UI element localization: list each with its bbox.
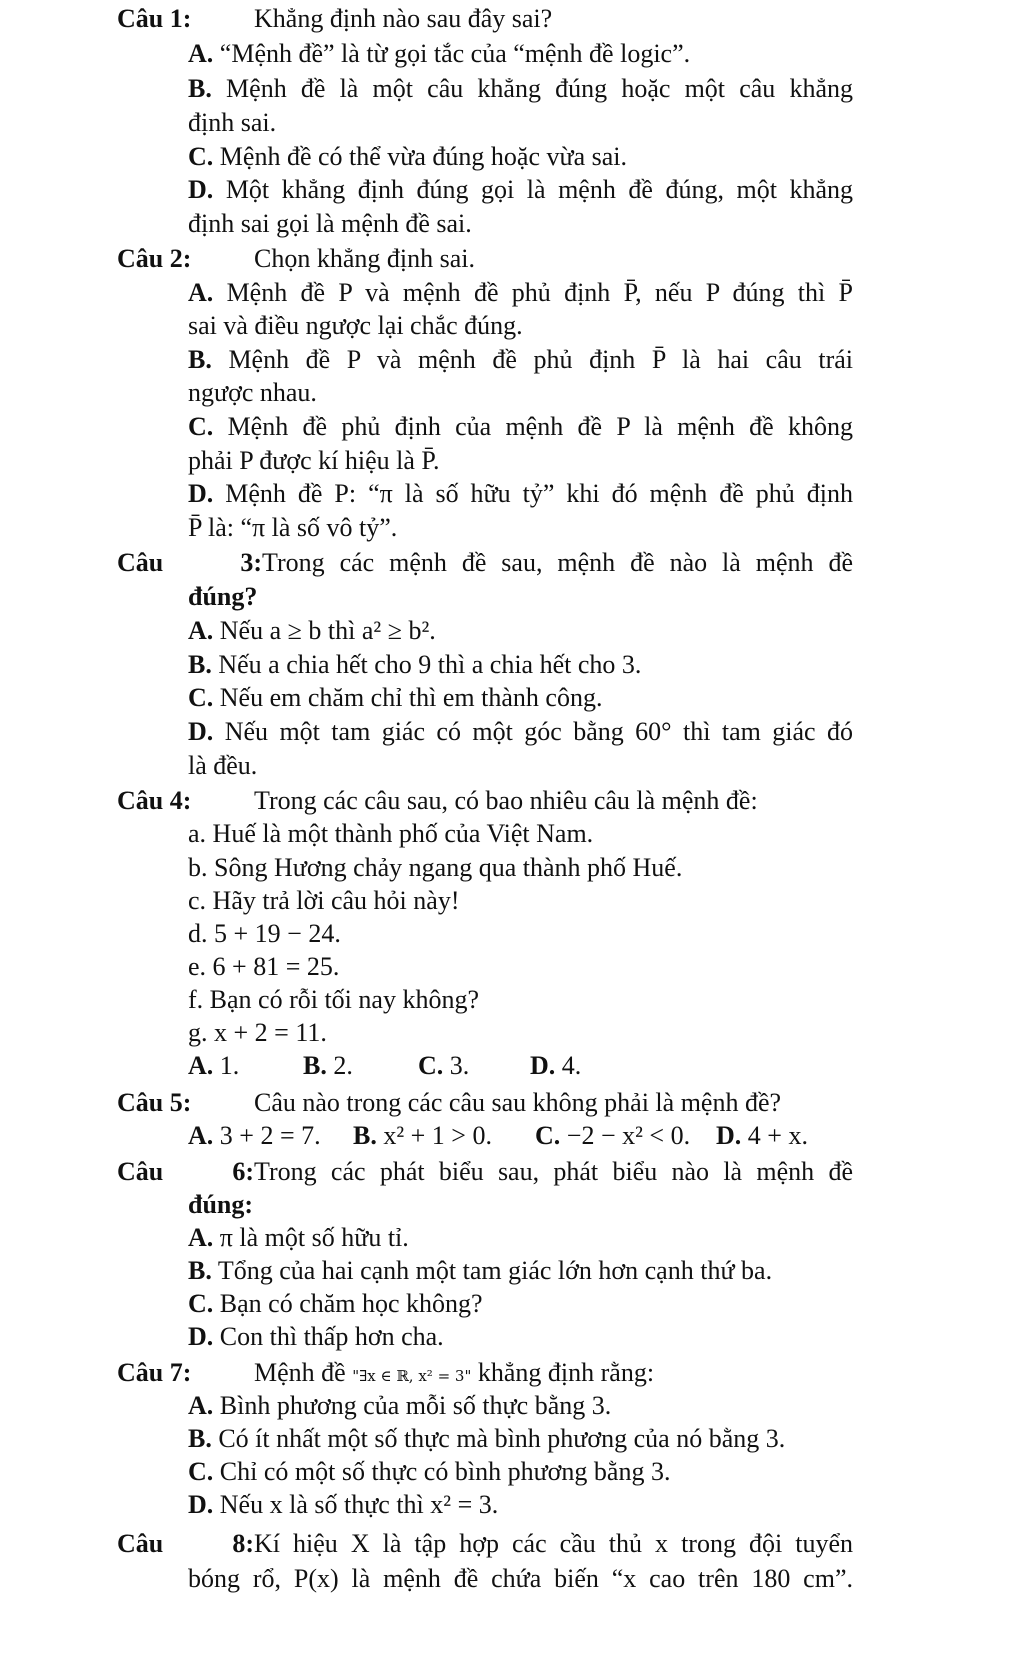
q7-option-c: C. Chỉ có một số thực có bình phương bằng 3. [188, 1457, 671, 1486]
q6-header [117, 1155, 853, 1189]
q6-option-a: A. π là một số hữu tỉ. [188, 1223, 409, 1252]
q6-option-d: D. Con thì thấp hơn cha. [188, 1322, 444, 1351]
q2-label: Câu 2: [117, 244, 192, 273]
q7-option-d: D. Nếu x là số thực thì x² = 3. [188, 1490, 499, 1519]
q4-item: f. Bạn có rỗi tối nay không? [188, 985, 479, 1014]
q3-prompt-cont: đúng? [188, 582, 258, 611]
q5-answer-a: A. 3 + 2 = 7. [188, 1121, 321, 1150]
q4-header [117, 784, 758, 818]
q3-prompt: Trong các mệnh đề sau, mệnh đề nào là mệnh đề [262, 548, 853, 577]
q1-option-b-cont: định sai. [188, 108, 277, 137]
q4-answer-a: A. 1. [188, 1051, 240, 1080]
q6-option-b: B. Tổng của hai cạnh một tam giác lớn hơn cạnh thứ ba. [188, 1256, 773, 1285]
q4-prompt: Trong các câu sau, có bao nhiêu câu là mệnh đề: [254, 786, 758, 815]
q3-label: Câu 3: [117, 548, 262, 577]
q2-option-b-cont: ngược nhau. [188, 378, 317, 407]
q5-answer-b: B. x² + 1 > 0. [353, 1121, 492, 1150]
q2-header [117, 242, 475, 276]
q2-option-c-cont: phải P được kí hiệu là P̄. [188, 446, 440, 475]
q8-header [117, 1527, 853, 1561]
q5-label: Câu 5: [117, 1088, 192, 1117]
q3-option-d: D. Nếu một tam giác có một góc bằng 60° thì tam giác đó [188, 717, 853, 746]
q4-answer-d: D. 4. [530, 1051, 582, 1080]
q4-item: d. 5 + 19 − 24. [188, 919, 341, 948]
q3-option-b: B. Nếu a chia hết cho 9 thì a chia hết cho 3. [188, 650, 642, 679]
q2-option-d: D. Mệnh đề P: “π là số hữu tỷ” khi đó mệnh đề phủ định [188, 479, 853, 508]
q3-header [117, 546, 853, 580]
q4-answer-b: B. 2. [303, 1051, 353, 1080]
q2-prompt: Chọn khẳng định sai. [254, 244, 475, 273]
q5-header [117, 1086, 781, 1120]
q8-prompt: Kí hiệu X là tập hợp các cầu thủ x trong đội tuyển [254, 1529, 853, 1558]
q8-prompt-cont: bóng rổ, P(x) là mệnh đề chứa biến “x cao trên 180 cm”. [188, 1564, 853, 1593]
q6-prompt-cont: đúng: [188, 1190, 254, 1219]
q6-option-c: C. Bạn có chăm học không? [188, 1289, 483, 1318]
q2-option-c: C. Mệnh đề phủ định của mệnh đề P là mệnh đề không [188, 412, 853, 441]
q3-option-c: C. Nếu em chăm chỉ thì em thành công. [188, 683, 603, 712]
q8-label: Câu 8: [117, 1529, 254, 1558]
q2-option-a-cont: sai và điều ngược lại chắc đúng. [188, 311, 523, 340]
q1-option-b: B. Mệnh đề là một câu khẳng đúng hoặc một câu khẳng [188, 74, 853, 103]
q1-prompt: Khẳng định nào sau đây sai? [254, 4, 553, 33]
q7-option-b: B. Có ít nhất một số thực mà bình phương của nó bằng 3. [188, 1424, 786, 1453]
q4-item: c. Hãy trả lời câu hỏi này! [188, 886, 460, 915]
q7-header: Câu 7: Mệnh đề "∃x ∈ ℝ, x² = 3" khẳng định rằng: [117, 1356, 654, 1393]
q1-header [117, 2, 552, 36]
q1-option-a: A. “Mệnh đề” là từ gọi tắc của “mệnh đề logic”. [188, 39, 691, 68]
q2-option-b: B. Mệnh đề P và mệnh đề phủ định P̄ là hai câu trái [188, 345, 853, 374]
q1-option-c: C. Mệnh đề có thể vừa đúng hoặc vừa sai. [188, 142, 628, 171]
q4-item: e. 6 + 81 = 25. [188, 952, 340, 981]
q4-answer-c: C. 3. [418, 1051, 470, 1080]
q6-label: Câu 6: [117, 1157, 254, 1186]
q4-item: b. Sông Hương chảy ngang qua thành phố Huế. [188, 853, 683, 882]
q4-label: Câu 4: [117, 786, 192, 815]
q4-item: g. x + 2 = 11. [188, 1018, 327, 1047]
q3-option-d-cont: là đều. [188, 751, 258, 780]
q5-answer-d: D. 4 + x. [716, 1121, 808, 1150]
q2-option-a: A. Mệnh đề P và mệnh đề phủ định P̄, nếu P đúng thì P̄ [188, 278, 853, 307]
q3-option-a: A. Nếu a ≥ b thì a² ≥ b². [188, 616, 436, 645]
q5-prompt: Câu nào trong các câu sau không phải là mệnh đề? [254, 1088, 782, 1117]
q7-formula: "∃x ∈ ℝ, x² = 3" [352, 1367, 472, 1385]
q4-item: a. Huế là một thành phố của Việt Nam. [188, 819, 594, 848]
q5-answer-c: C. −2 − x² < 0. [535, 1121, 691, 1150]
q1-label: Câu 1: [117, 4, 192, 33]
q7-label: Câu 7: [117, 1358, 192, 1387]
q6-prompt: Trong các phát biểu sau, phát biểu nào là mệnh đề [254, 1157, 853, 1186]
q1-option-d-cont: định sai gọi là mệnh đề sai. [188, 209, 472, 238]
q2-option-d-cont: P̄ là: “π là số vô tỷ”. [188, 513, 398, 542]
q1-option-d: D. Một khẳng định đúng gọi là mệnh đề đúng, một khẳng [188, 175, 853, 204]
q7-option-a: A. Bình phương của mỗi số thực bằng 3. [188, 1391, 612, 1420]
